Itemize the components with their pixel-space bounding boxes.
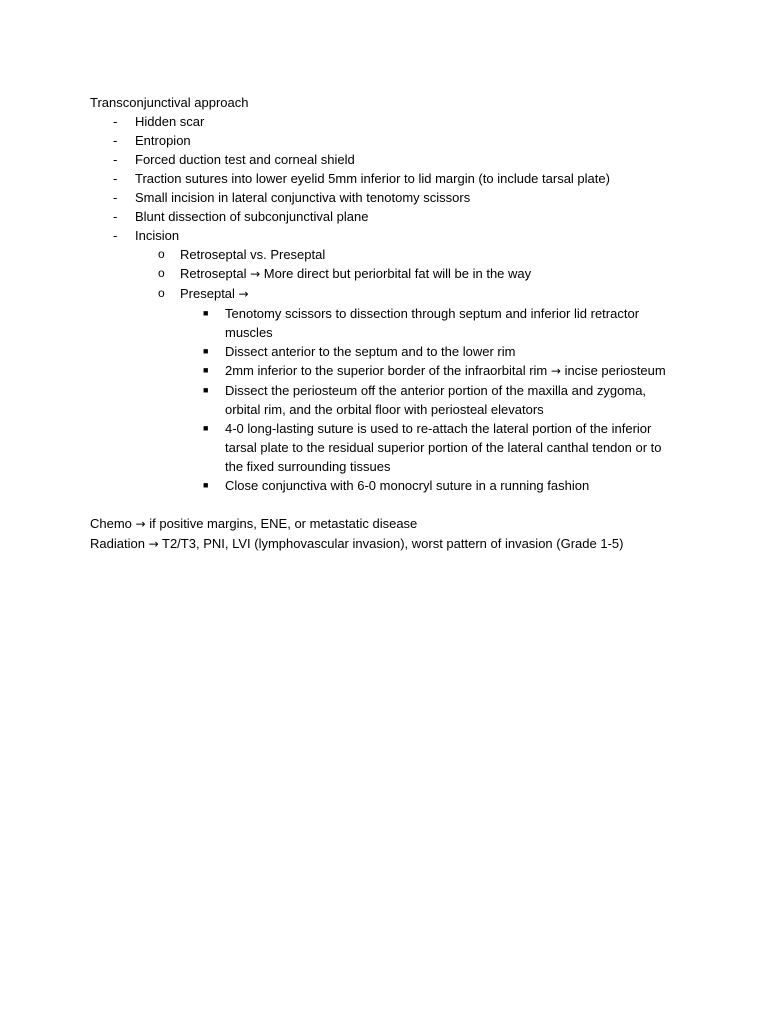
- sublist-item: [135, 245, 690, 264]
- list-item-incision: [90, 226, 690, 495]
- square-bullet: ■: [203, 423, 209, 433]
- sublist-item-text: Preseptal: [180, 286, 235, 301]
- step-item-text: Tenotomy scissors to dissection through septum and inferior lid retractor muscles: [225, 306, 640, 340]
- radiation-label: Radiation: [90, 536, 145, 551]
- step-item-text: Close conjunctiva with 6-0 monocryl suture in a running fashion: [225, 478, 590, 493]
- sublist-item-text: Retroseptal vs. Preseptal: [180, 247, 326, 262]
- step-item: [180, 381, 690, 419]
- circle-bullet: o: [158, 247, 165, 261]
- list-item-text: Entropion: [135, 133, 191, 148]
- step-item-text: 4-0 long-lasting suture is used to re-attach the lateral portion of the inferior tarsal plate to the residual superior portion of the lateral canthal tendon or to the fixed surrounding tissues: [225, 421, 662, 474]
- dash-bullet: -: [113, 190, 118, 205]
- dash-bullet: -: [113, 209, 118, 224]
- dash-bullet: -: [113, 114, 118, 129]
- square-bullet: ■: [203, 480, 209, 490]
- dash-bullet: -: [113, 152, 118, 167]
- step-item-text: Dissect anterior to the septum and to the lower rim: [225, 344, 516, 359]
- list-item-text: Hidden scar: [135, 114, 205, 129]
- chemo-label: Chemo: [90, 516, 132, 531]
- step-item-text: Dissect the periosteum off the anterior portion of the maxilla and zygoma, orbital rim, and the orbital floor with periosteal elevators: [225, 383, 647, 417]
- approach-list: [90, 112, 690, 495]
- dash-bullet: -: [113, 171, 118, 186]
- radiation-line: [90, 534, 690, 554]
- step-item: [180, 419, 690, 476]
- section-heading: Transconjunctival approach: [90, 95, 249, 110]
- chemo-text: if positive margins, ENE, or metastatic disease: [149, 516, 418, 531]
- step-item-text-wrap: [225, 361, 680, 381]
- list-item-text: Small incision in lateral conjunctiva with tenotomy scissors: [135, 190, 471, 205]
- incision-sublist: [135, 245, 690, 495]
- step-item: [180, 342, 690, 361]
- step-item: [180, 476, 690, 495]
- list-item: [90, 207, 690, 226]
- list-item: [90, 131, 690, 150]
- square-bullet: ■: [203, 365, 209, 375]
- circle-bullet: o: [158, 266, 165, 280]
- list-item: [90, 169, 690, 188]
- dash-bullet: -: [113, 228, 118, 243]
- step-item: [180, 304, 690, 342]
- sublist-item: [135, 264, 690, 284]
- arrow-right-icon: →: [238, 287, 249, 301]
- step-item: [180, 361, 690, 381]
- list-item-text: Incision: [135, 228, 180, 243]
- dash-bullet: -: [113, 133, 118, 148]
- sublist-item-preseptal: [135, 284, 690, 495]
- list-item-text: Traction sutures into lower eyelid 5mm inferior to lid margin (to include tarsal plate): [135, 171, 610, 186]
- step-item-text: 2mm inferior to the superior border of the infraorbital rim: [225, 363, 548, 378]
- sublist-item-text: Retroseptal: [180, 266, 247, 281]
- spacer: [90, 495, 690, 514]
- arrow-right-icon: →: [250, 267, 261, 281]
- sublist-item-text: More direct but periorbital fat will be in the way: [263, 266, 532, 281]
- list-item: [90, 150, 690, 169]
- list-item-text: Forced duction test and corneal shield: [135, 152, 355, 167]
- radiation-text: T2/T3, PNI, LVI (lymphovascular invasion), worst pattern of invasion (Grade 1-5): [162, 536, 624, 551]
- arrow-right-icon: →: [135, 517, 146, 531]
- chemo-line: [90, 514, 690, 534]
- square-bullet: ■: [203, 308, 209, 318]
- arrow-right-icon: →: [550, 364, 561, 378]
- arrow-right-icon: →: [148, 537, 159, 551]
- preseptal-sublist: [180, 304, 690, 495]
- list-item: [90, 188, 690, 207]
- step-item-text: incise periosteum: [564, 363, 666, 378]
- circle-bullet: o: [158, 286, 165, 300]
- document-content: [90, 93, 690, 554]
- list-item-text: Blunt dissection of subconjunctival plane: [135, 209, 369, 224]
- square-bullet: ■: [203, 385, 209, 395]
- list-item: [90, 112, 690, 131]
- square-bullet: ■: [203, 346, 209, 356]
